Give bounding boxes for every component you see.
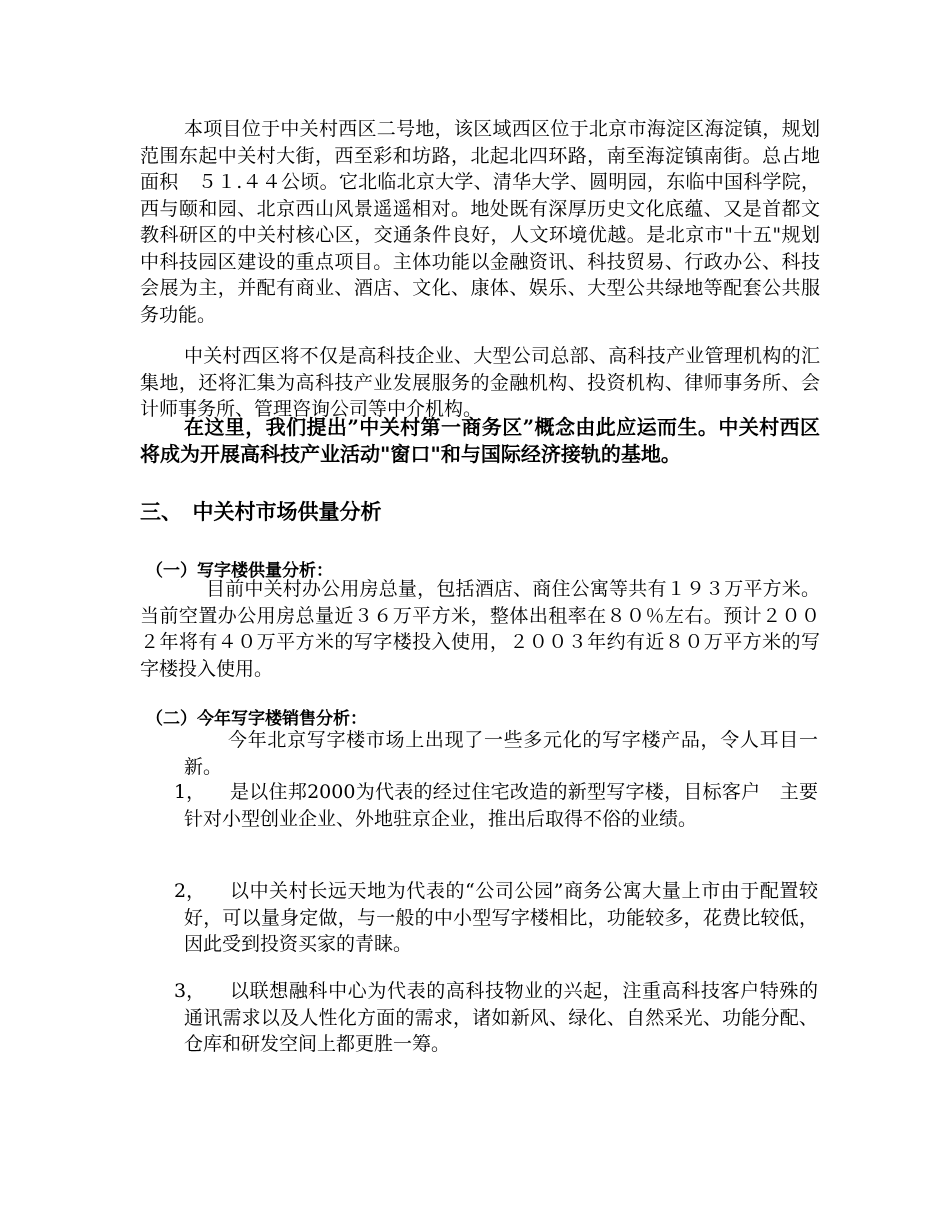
list-item-number: 3， [174,980,206,1002]
list-item [174,779,818,832]
list-item-number: 2， [174,880,206,902]
office-supply-paragraph: 目前中关村办公用房总量，包括酒店、商住公寓等共有１９３万平方米。当前空置办公用房总量近３６万平方米，整体出租率在８０％左右。预计２００２年将有４０万平方米的写字楼投入使用，２００３年约有近８０万平方米的写字楼投入使用。 [140,578,820,680]
list-item-text: 以中关村长远天地为代表的“公司公园”商务公寓大量上市由于配置较好，可以量身定做，与一般的中小型写字楼相比，功能较多，花费比较低，因此受到投资买家的青睐。 [184,880,818,955]
list-item [174,978,818,1058]
list-item-text: 是以住邦2000为代表的经过住宅改造的新型写字楼，目标客户 主要针对小型创业企业、外地驻京企业，推出后取得不俗的业绩。 [184,781,818,830]
office-sales-intro: 今年北京写字楼市场上出现了一些多元化的写字楼产品，令人耳目一新。 [184,729,818,778]
list-item-text: 以联想融科中心为代表的高科技物业的兴起，注重高科技客户特殊的通讯需求以及人性化方面的需求，诸如新风、绿化、自然采光、功能分配、仓库和研发空间上都更胜一筹。 [184,980,818,1055]
west-zone-paragraph: 中关村西区将不仅是高科技企业、大型公司总部、高科技产业管理机构的汇集地，还将汇集为高科技产业发展服务的金融机构、投资机构、律师事务所、会计师事务所、管理咨询公司等中介机构。 [140,345,820,420]
office-sales-heading: （二）今年写字楼销售分析： [146,709,367,729]
project-location-paragraph: 本项目位于中关村西区二号地，该区域西区位于北京市海淀区海淀镇，规划范围东起中关村大街，西至彩和坊路，北起北四环路，南至海淀镇南街。总占地面积 ５１.４４公顷。它北临北京大学、清华大学、圆明园，东临中国科学院，西与颐和园、北京西山风景遥遥相对。地处既有深厚历史文化底蕴、又是首都文教科研区的中关村核心区，交通条件良好，人文环境优越。是北京市"十五"规划中科技园区建设的重点项目。主体功能以金融资讯、科技贸易、行政办公、科技会展为主，并配有商业、酒店、文化、康体、娱乐、大型公共绿地等配套公共服 务功能。 [140,118,840,326]
business-district-paragraph: 在这里，我们提出”中关村第一商务区”概念由此应运而生。中关村西区将成为开展高科技产业活动"窗口"和与国际经济接轨的基地。 [140,415,820,466]
list-item-number: 1， [174,781,206,803]
section-heading: 三、 中关村市场供量分析 [140,499,382,524]
office-supply-heading: （一）写字楼供量分析： [146,561,333,581]
list-item [174,878,818,958]
